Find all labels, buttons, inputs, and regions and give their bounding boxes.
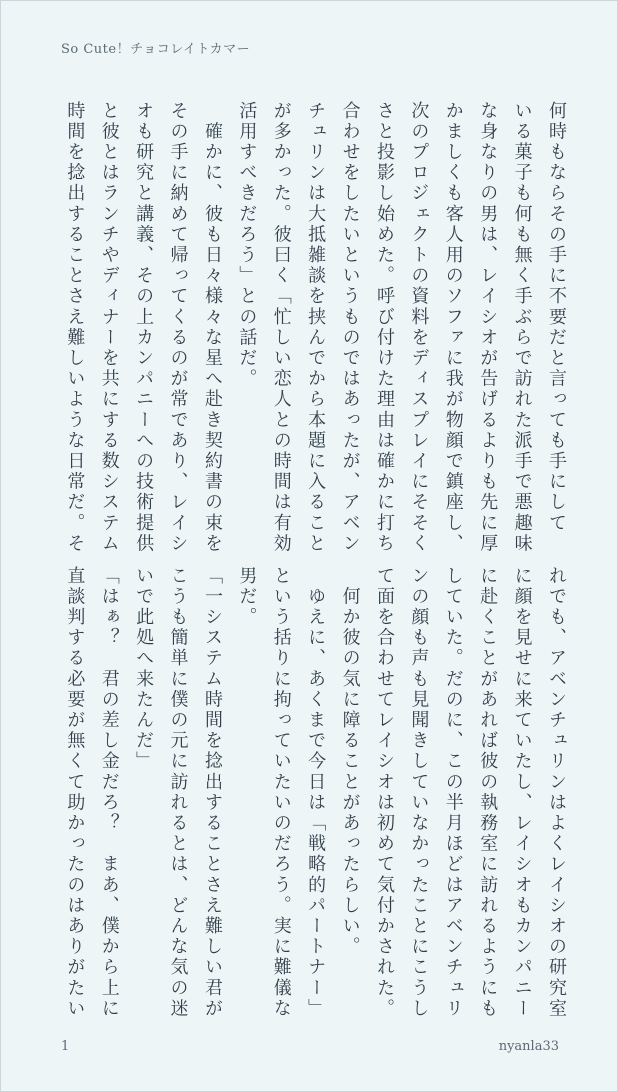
text-line: な身なりの男は、レイシオが告げるよりも先に厚: [477, 101, 499, 555]
text-line: 直談判する必要が無くて助かったのはありがたい: [64, 566, 86, 1020]
text-line: に赴くことがあれば彼の執務室に訪れるようにも: [477, 566, 499, 1020]
text-block-bottom: [57, 566, 573, 1020]
text-line: 「一システム時間を捻出することさえ難しい君が: [201, 566, 223, 1020]
text-line: に顔を見せに来ていたし、レイシオもカンパニー: [511, 566, 533, 1020]
text-line: いる菓子も何も無く手ぶらで訪れた派手で悪趣味: [511, 101, 533, 555]
text-line: 合わせをしたいというものではあったが、アベン: [339, 101, 361, 555]
text-line: が多かった。彼曰く「忙しい恋人との時間は有効: [270, 101, 292, 555]
text-line: ンの顔も声も見聞きしていなかったことにこうし: [408, 566, 430, 1020]
text-line: という括りに拘っていたいのだろう。実に難儀な: [270, 566, 292, 1020]
text-block-top: [57, 101, 573, 555]
page-number: 1: [61, 1039, 70, 1054]
text-line: 何時もならその手に不要だと言っても手にして: [546, 101, 567, 534]
text-line: と彼とはランチやディナーを共にする数システム: [98, 101, 120, 555]
text-line: さと投影し始めた。呼び付けた理由は確かに打ち: [373, 101, 395, 555]
author-credit: nyanla33: [498, 1039, 559, 1054]
text-line: れでも、アベンチュリンはよくレイシオの研究室: [546, 566, 567, 1020]
text-line: こうも簡単に僕の元に訪れるとは、どんな気の迷: [167, 566, 189, 1020]
text-line: 確かに、彼も日々様々な星へ赴き契約書の束を: [201, 101, 223, 555]
text-line: 何か彼の気に障ることがあったらしい。: [339, 566, 361, 958]
text-line: していた。だのに、この半月ほどはアベンチュリ: [442, 566, 464, 1020]
text-line: ゆえに、あくまで今日は「戦略的パートナー」: [305, 566, 327, 1020]
text-line: かましくも客人用のソファに我が物顔で鎮座し、: [442, 101, 464, 555]
text-line: 活用すべきだろう」との話だ。: [236, 101, 258, 390]
text-line: 次のプロジェクトの資料をディスプレイにそそく: [408, 101, 430, 555]
text-line: その手に納めて帰ってくるのが常であり、レイシ: [167, 101, 189, 555]
text-line: 男だ。: [236, 566, 258, 628]
text-line: オも研究と講義、その上カンパニーへの技術提供: [133, 101, 155, 555]
text-line: いで此処へ来たんだ」: [133, 566, 155, 772]
page-header-title: So Cute！チョコレイトカマー: [61, 42, 251, 57]
text-line: て面を合わせてレイシオは初めて気付かされた。: [373, 566, 395, 1020]
text-line: 「はぁ？ 君の差し金だろ？ まあ、僕から上に: [98, 566, 120, 1020]
text-line: 時間を捻出することさえ難しいような日常だ。そ: [64, 101, 86, 555]
text-line: チュリンは大抵雑談を挟んでから本題に入ること: [305, 101, 327, 555]
